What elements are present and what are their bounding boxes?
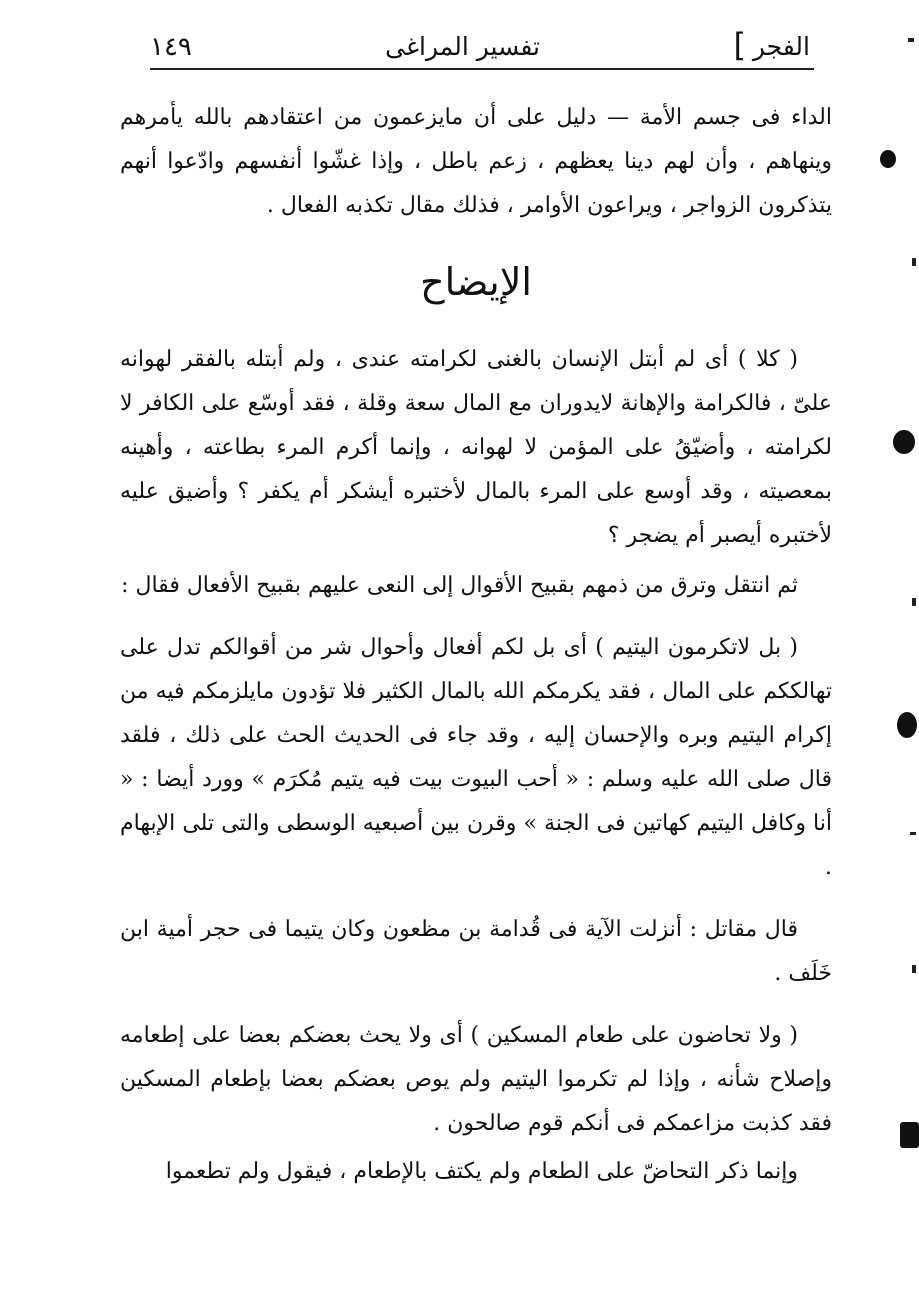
page-body xyxy=(120,96,832,1194)
scan-blot xyxy=(893,430,915,454)
running-header xyxy=(150,22,810,66)
paragraph-needy: ( ولا تحاضون على طعام المسكين ) أى ولا يحث بعضكم بعضا على إطعامه وإصلاح شأنه ، وإذا لم تكرموا اليتيم ولم يوص بعضكم بعضا بإطعام المسكين فقد كذبت مزاعمكم فى أنكم قوم صالحون . xyxy=(120,1023,832,1136)
scan-mark xyxy=(912,598,916,606)
header-rule xyxy=(150,68,814,70)
page-number: ١٤٩ xyxy=(150,32,192,62)
scan-blot xyxy=(880,150,896,168)
scan-mark xyxy=(912,965,916,973)
paragraph-muqatil: قال مقاتل : أنزلت الآية فى قُدامة بن مظعون وكان يتيما فى حجر أمية ابن خَلَف . xyxy=(120,917,832,986)
book-title: تفسير المراغى xyxy=(385,32,540,61)
section-heading: الإيضاح xyxy=(420,260,532,304)
scan-blot xyxy=(897,712,917,738)
intro-paragraph: الداء فى جسم الأمة — دليل على أن مايزعمون من اعتقادهم بالله يأمرهم وينهاهم ، وأن لهم دينا يعظهم ، زعم باطل ، وإذا غشّوا أنفسهم وادّعوا أنهم يتذكرون الزواجر ، ويراعون الأوامر ، فذلك مقال تكذبه الفعال . xyxy=(120,105,832,218)
paragraph-transition: ثم انتقل وترق من ذمهم بقبيح الأقوال إلى النعى عليهم بقبيح الأفعال فقال : xyxy=(121,573,798,598)
scan-mark xyxy=(908,38,914,42)
paragraph-orphan: ( بل لاتكرمون اليتيم ) أى بل لكم أفعال وأحوال شر من أقوالكم تدل على تهالككم على المال ، فقد يكرمكم الله بالمال الكثير فلا تؤدون مايلزمكم فيه من إكرام اليتيم وبره والإحسان إليه ، وقد جاء فى الحديث الحث على ذلك ، فلقد قال صلى الله عليه وسلم : « أحب البيوت بيت فيه يتيم مُكرَم » وورد أيضا : « أنا وكافل اليتيم كهاتين فى الجنة » وقرن بين أصبعيه الوسطى والتى تلى الإبهام . xyxy=(120,635,833,880)
scan-blot xyxy=(900,1122,919,1148)
paragraph-continuation: وإنما ذكر التحاضّ على الطعام ولم يكتف بالإطعام ، فيقول ولم تطعموا xyxy=(165,1159,798,1184)
paragraph-kalla: ( كلا ) أى لم أبتل الإنسان بالغنى لكرامته عندى ، ولم أبتله بالفقر لهوانه علىّ ، فالكرامة والإهانة لايدوران مع المال سعة وقلة ، فقد أوسّع على الكافر لا لكرامته ، وأضيّقُ على المؤمن لا لهوانه ، وإنما أكرم المرء بطاعته ، وأهينه بمعصيته ، وقد أوسع على المرء بالمال لأختبره أيشكر أم يكفر ؟ وأضيق عليه لأختبره أيصبر أم يضجر ؟ xyxy=(120,347,832,548)
scan-mark xyxy=(912,258,916,266)
scan-mark xyxy=(910,832,916,835)
surah-name: الفجر xyxy=(752,32,810,61)
header-bracket: ] xyxy=(733,26,746,64)
